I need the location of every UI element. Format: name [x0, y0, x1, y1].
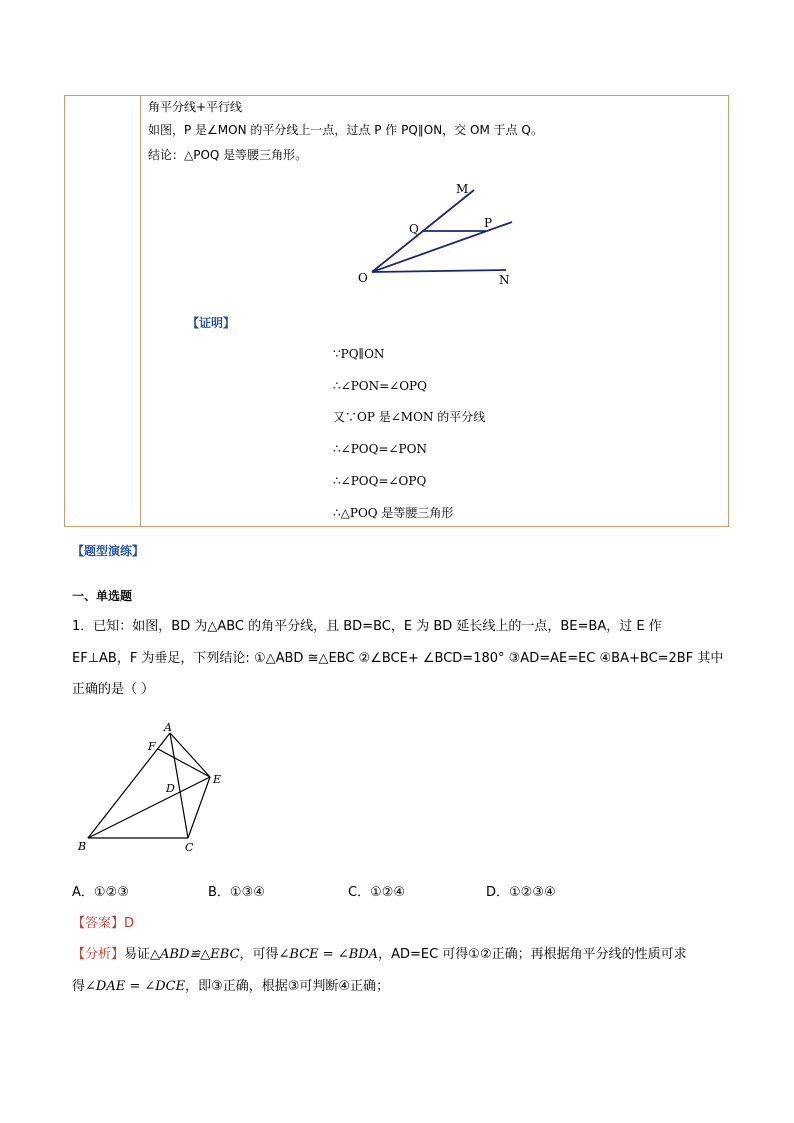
option-c[interactable]	[348, 886, 405, 900]
label-a: A	[164, 721, 172, 734]
method-conclusion: 结论：△POQ 是等腰三角形。	[148, 148, 308, 162]
label-n: N	[499, 273, 510, 287]
analysis-math: ∠BCE = ∠BDA	[278, 947, 379, 962]
analysis-math: ∠DAE = ∠DCE	[85, 979, 186, 994]
option-letter: D．	[486, 885, 510, 900]
label-f: F	[148, 740, 156, 753]
option-a[interactable]	[72, 886, 129, 900]
answer-line	[72, 917, 134, 931]
label-d: D	[166, 782, 175, 795]
analysis-text: ，AD=EC 可得①②正确；再根据角平分线的性质可求	[378, 947, 687, 962]
side-ab	[88, 733, 170, 838]
label-m: M	[456, 182, 469, 196]
analysis-text: 易证	[124, 947, 151, 962]
answer-value: D	[124, 916, 135, 931]
option-letter: B．	[208, 885, 230, 900]
segment-ce	[188, 777, 210, 838]
proof-heading: 【证明】	[187, 316, 236, 330]
proof-line: ∴△POQ 是等腰三角形	[333, 506, 454, 520]
analysis-tag: 【分析】	[72, 947, 125, 962]
side-ac	[170, 733, 188, 838]
question-text-line: 正确的是（ ）	[72, 682, 155, 697]
analysis-line-2	[72, 980, 389, 994]
option-text: ①②③	[93, 885, 129, 900]
segment-fe	[158, 749, 210, 777]
analysis-math: △ABD≌△EBC	[150, 947, 240, 962]
section-heading: 【题型演练】	[72, 544, 145, 558]
option-text: ①③④	[229, 885, 265, 900]
proof-line: ∴∠POQ=∠OPQ	[333, 474, 427, 488]
label-b: B	[78, 840, 87, 853]
option-d[interactable]	[486, 886, 556, 900]
method-statement: 如图，P 是∠MON 的平分线上一点，过点 P 作 PQ∥ON，交 OM 于点 Q。	[148, 123, 543, 137]
option-letter: C．	[348, 885, 371, 900]
segment-ae	[170, 733, 210, 777]
analysis-text: ，即③正确，根据③可判断④正确；	[185, 979, 390, 994]
analysis-text: 得	[72, 979, 86, 994]
label-o: O	[358, 271, 368, 285]
question-text-line: 1．已知：如图，BD 为△ABC 的角平分线，且 BD=BC，E 为 BD 延长线上的一点，BE=BA，过 E 作	[72, 619, 662, 634]
proof-line: ∴∠PON=∠OPQ	[333, 379, 427, 393]
label-p: P	[484, 216, 493, 230]
proof-line: 又∵OP 是∠MON 的平分线	[333, 410, 486, 424]
table-divider	[140, 96, 141, 526]
option-text: ①②④	[370, 885, 406, 900]
method-title: 角平分线+平行线	[148, 100, 243, 114]
proof-line: ∵PQ∥ON	[333, 347, 385, 361]
analysis-text: ，可得	[239, 947, 279, 962]
label-e: E	[213, 773, 222, 786]
question-text-line: EF⊥AB，F 为垂足，下列结论: ①△ABD ≅△EBC ②∠BCE+ ∠BCD=180° ③AD=AE=EC ④BA+BC=2BF 其中	[72, 651, 724, 666]
label-q: Q	[409, 222, 419, 236]
analysis-line-1	[72, 948, 687, 962]
label-c: C	[185, 841, 194, 854]
option-b[interactable]	[208, 886, 265, 900]
segment-be	[88, 777, 210, 838]
option-text: ①②③④	[509, 885, 556, 900]
option-letter: A．	[72, 885, 94, 900]
proof-line: ∴∠POQ=∠PON	[333, 442, 427, 456]
part-heading: 一、单选题	[72, 589, 133, 603]
answer-tag: 【答案】	[72, 916, 125, 931]
